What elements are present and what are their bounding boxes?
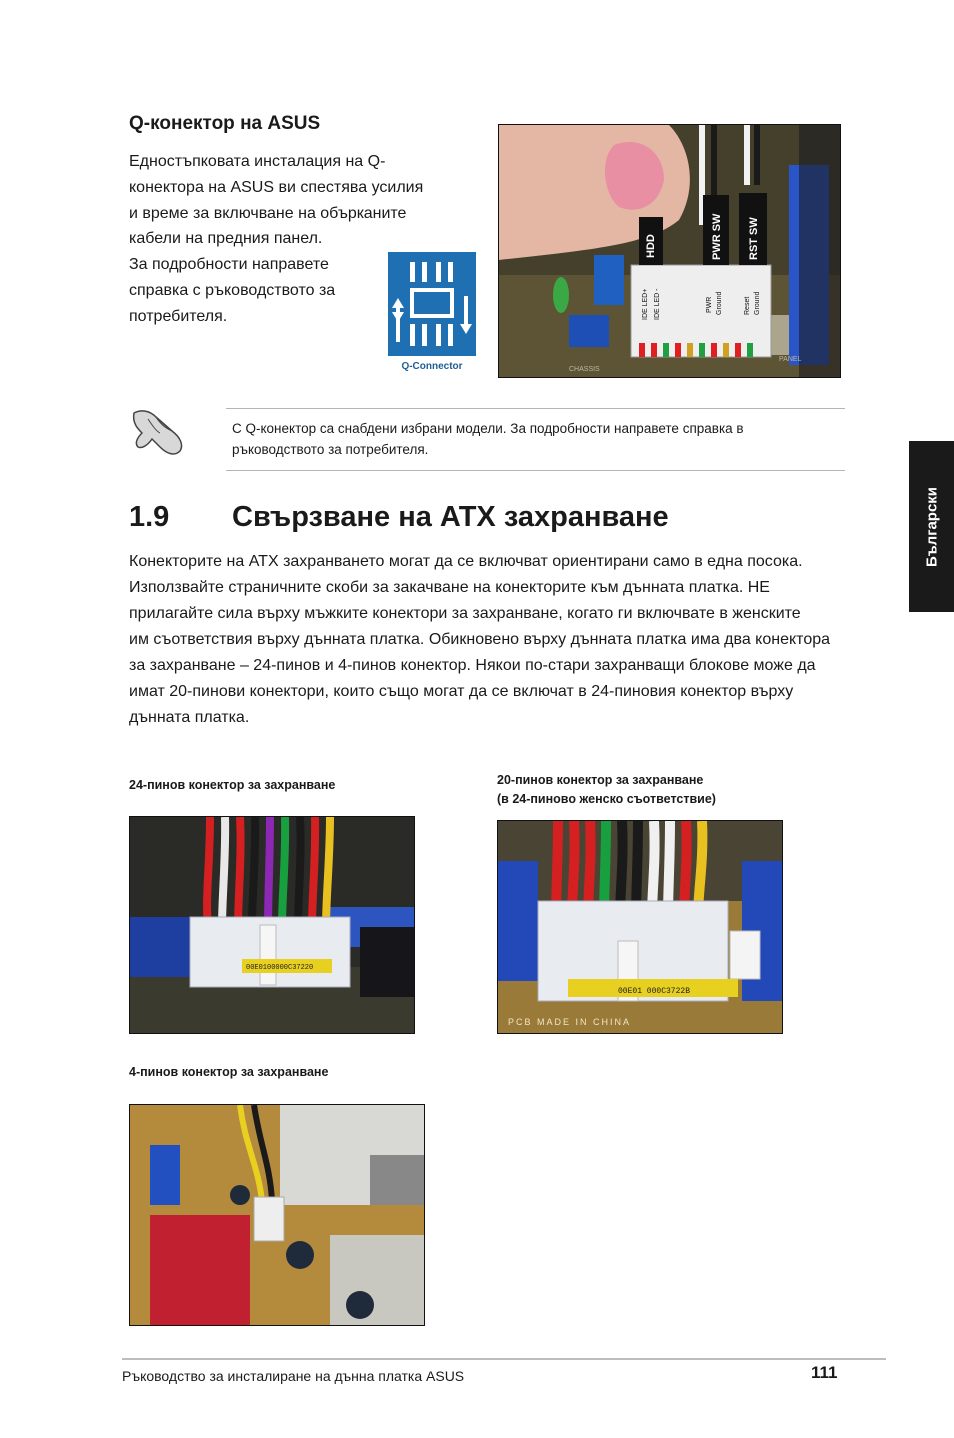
ide-led-minus-label: IDE LED - — [654, 288, 661, 320]
ground-label-1: Ground — [716, 291, 723, 315]
section-line: дънната платка. — [129, 709, 250, 726]
pin20-caption-line: 20-пинов конектор за захранване — [497, 773, 704, 787]
reset-label: Reset — [744, 296, 751, 315]
pin20-photo — [497, 820, 783, 1034]
pin20-caption-line: (в 24-пиново женско съответствие) — [497, 792, 716, 806]
section-line: Конекторите на ATX захранването могат да се включват ориентирани само в една посока. — [129, 553, 803, 570]
qconnector-line: и време за включване на объркaните — [129, 204, 407, 222]
hdd-label: HDD — [645, 234, 657, 258]
qconnector-line: кабели на предния панел. — [129, 230, 323, 248]
pin24-sticker-label: 00E0100000C37220 — [246, 964, 314, 972]
language-side-tab-label: Български — [923, 486, 940, 567]
section-number: 1.9 — [129, 501, 170, 533]
page-number: 111 — [811, 1363, 838, 1382]
ground-label-2: Ground — [754, 291, 761, 315]
note-line: С Q-конектор са снабдени избрани модели. За подробности направете справка в — [232, 421, 744, 436]
section-line: за захранване – 24-пинов и 4-пинов конектор. Някои по-стари захранващи блокове може да — [129, 657, 816, 674]
hand-note-icon — [128, 403, 188, 459]
chassis-label: CHASSIS — [569, 366, 600, 373]
qconnector-title: Q-конектор на ASUS — [129, 113, 321, 134]
section-line: им съответствия върху дънната платка. Обикновено върху дънната платка има два конектора — [129, 631, 831, 648]
footer-rule — [122, 1358, 886, 1360]
section-line: прилагайте сила върху мъжките конектори за захранване, когато ги включвате в женските — [129, 605, 801, 622]
note-line: ръководството за потребителя. — [232, 442, 429, 457]
qconnector-line: потребителя. — [129, 307, 228, 325]
section-line: имат 20-пинови конектори, които също могат да се включат в 24-пиновия конектор върху — [129, 683, 794, 700]
pin24-photo — [129, 816, 415, 1034]
ide-led-plus-label: IDE LED+ — [642, 288, 649, 320]
rst-sw-label: RST SW — [748, 217, 760, 260]
pin20-sticker-label: 00E01 000C3722B — [618, 987, 691, 996]
pin4-caption: 4-пинов конектор за захранване — [129, 1065, 329, 1079]
qconnector-photo — [498, 124, 841, 378]
pwr-sw-label: PWR SW — [711, 213, 723, 260]
footer-text: Ръководство за инсталиране на дънна платка ASUS — [122, 1368, 465, 1384]
qconnector-line: Едностъпковата инсталация на Q- — [129, 153, 386, 170]
qconnector-line: справка с ръководството за — [129, 281, 336, 299]
qconnector-line: конектора на ASUS ви спестява усилия — [129, 178, 424, 196]
section-title: Свързване на ATX захранване — [232, 501, 669, 533]
note-top-rule — [226, 408, 845, 409]
pin20-pcb-text: PCB MADE IN CHINA — [508, 1017, 632, 1027]
qconnector-logo — [388, 252, 476, 356]
panel-label: PANEL — [779, 356, 802, 363]
section-body — [129, 549, 849, 731]
section-line: Използвайте страничните скоби за закачване на конекторите към дънната платка. НЕ — [129, 579, 770, 596]
language-side-tab — [909, 441, 954, 612]
qconnector-line: За подробности направете — [129, 256, 329, 274]
pin24-caption: 24-пинов конектор за захранване — [129, 778, 336, 792]
pwr-label: PWR — [706, 296, 713, 313]
note-bottom-rule — [226, 470, 845, 471]
qconnector-icon — [388, 252, 476, 356]
note-text — [232, 418, 842, 460]
pin20-caption — [497, 771, 716, 809]
pin4-photo — [129, 1104, 425, 1326]
qconnector-logo-label: Q-Connector — [401, 361, 463, 372]
